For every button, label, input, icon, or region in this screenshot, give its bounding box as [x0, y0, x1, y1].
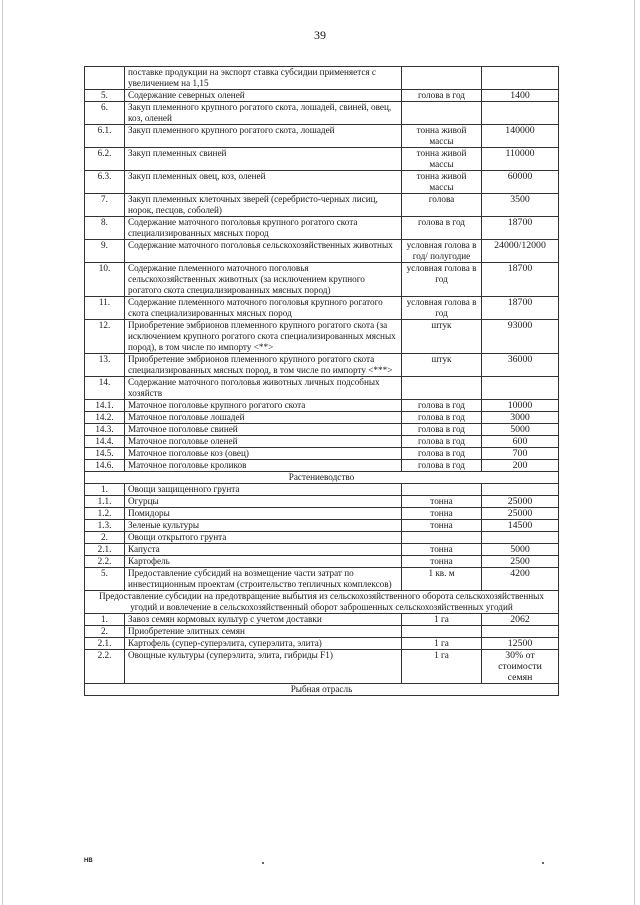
table-row: [85, 217, 559, 240]
row-rate: 200: [482, 460, 559, 472]
table-row: [85, 354, 559, 377]
table-row: [85, 448, 559, 460]
row-rate: 30% от стоимости семян: [482, 650, 559, 684]
row-rate: 25000: [482, 496, 559, 508]
row-name: Закуп племенного крупного рогатого скота, лошадей, свиней, овец, коз, оленей: [125, 102, 402, 125]
row-name: Содержание маточного поголовья сельскохозяйственных животных: [125, 240, 402, 263]
row-rate: 3000: [482, 412, 559, 424]
row-rate: 93000: [482, 320, 559, 354]
row-unit: голова в год: [402, 436, 482, 448]
row-unit: 1 га: [402, 614, 482, 626]
table-row: [85, 240, 559, 263]
row-number: 6.1.: [85, 125, 125, 148]
table-row: [85, 460, 559, 472]
subsidy-rates-table: [84, 66, 559, 696]
row-rate: 60000: [482, 171, 559, 194]
row-name: Закуп племенных клеточных зверей (серебристо-черных лисиц, норок, песцов, соболей): [125, 194, 402, 217]
row-unit: тонна: [402, 544, 482, 556]
row-rate: [482, 67, 559, 90]
row-number: 14.: [85, 377, 125, 400]
row-unit: голова в год: [402, 412, 482, 424]
page-number: 39: [314, 28, 326, 42]
row-number: 14.4.: [85, 436, 125, 448]
row-unit: условная голова в год: [402, 263, 482, 297]
row-unit: тонна живой массы: [402, 171, 482, 194]
row-name: Овощи открытого грунта: [125, 532, 402, 544]
table-row: [85, 377, 559, 400]
row-unit: тонна: [402, 496, 482, 508]
row-number: 6.: [85, 102, 125, 125]
section-row: [85, 684, 559, 696]
row-name: Приобретение элитных семян: [125, 626, 402, 638]
row-number: 1.3.: [85, 520, 125, 532]
row-name: Капуста: [125, 544, 402, 556]
table-row: [85, 508, 559, 520]
row-rate: 18700: [482, 297, 559, 320]
row-name: Зеленые культуры: [125, 520, 402, 532]
row-unit: [402, 626, 482, 638]
table-row: [85, 263, 559, 297]
table-row: [85, 520, 559, 532]
row-unit: [402, 484, 482, 496]
row-rate: 600: [482, 436, 559, 448]
row-number: 1.1.: [85, 496, 125, 508]
table-row: [85, 90, 559, 102]
table-row: [85, 102, 559, 125]
row-rate: 2062: [482, 614, 559, 626]
row-name: Содержание маточного поголовья животных личных подсобных хозяйств: [125, 377, 402, 400]
row-unit: голова в год: [402, 460, 482, 472]
row-number: 6.2.: [85, 148, 125, 171]
row-rate: 3500: [482, 194, 559, 217]
table-body: [85, 67, 559, 696]
row-rate: 18700: [482, 263, 559, 297]
note-row: [85, 591, 559, 614]
row-name: Завоз семян кормовых культур с учетом доставки: [125, 614, 402, 626]
row-unit: [402, 377, 482, 400]
row-name: Маточное поголовье коз (овец): [125, 448, 402, 460]
row-number: 2.2.: [85, 556, 125, 568]
table-row: [85, 424, 559, 436]
row-rate: [482, 532, 559, 544]
row-name: Овощи защищенного грунта: [125, 484, 402, 496]
row-unit: голова: [402, 194, 482, 217]
scan-edge-left: [2, 0, 3, 905]
table-row: [85, 400, 559, 412]
row-unit: условная голова в год: [402, 297, 482, 320]
row-name: Предоставление субсидий на возмещение части затрат по инвестиционным проектам (строительство тепличных комплексов): [125, 568, 402, 591]
row-number: 1.2.: [85, 508, 125, 520]
row-name: Закуп племенных овец, коз, оленей: [125, 171, 402, 194]
row-number: 14.2.: [85, 412, 125, 424]
row-rate: 12500: [482, 638, 559, 650]
row-name: Содержание северных оленей: [125, 90, 402, 102]
row-number: 14.1.: [85, 400, 125, 412]
row-rate: 36000: [482, 354, 559, 377]
row-rate: 700: [482, 448, 559, 460]
row-number: 2.1.: [85, 638, 125, 650]
scan-edge-right: [634, 0, 635, 905]
table-row: [85, 484, 559, 496]
row-number: 13.: [85, 354, 125, 377]
row-name: Картофель (супер-суперэлита, суперэлита, элита): [125, 638, 402, 650]
row-rate: 2500: [482, 556, 559, 568]
row-name: Маточное поголовье лошадей: [125, 412, 402, 424]
row-rate: [482, 102, 559, 125]
table-row: [85, 412, 559, 424]
row-unit: [402, 67, 482, 90]
row-number: 5.: [85, 90, 125, 102]
row-number: 10.: [85, 263, 125, 297]
row-unit: тонна живой массы: [402, 148, 482, 171]
table-row: [85, 638, 559, 650]
row-rate: 25000: [482, 508, 559, 520]
row-unit: штук: [402, 320, 482, 354]
row-rate: 110000: [482, 148, 559, 171]
row-rate: 1400: [482, 90, 559, 102]
row-name: Огурцы: [125, 496, 402, 508]
table-row: [85, 171, 559, 194]
row-number: 9.: [85, 240, 125, 263]
table-row: [85, 568, 559, 591]
scan-dot: [542, 862, 544, 864]
row-rate: 14500: [482, 520, 559, 532]
row-rate: [482, 377, 559, 400]
row-rate: [482, 484, 559, 496]
row-number: 2.1.: [85, 544, 125, 556]
row-unit: голова в год: [402, 90, 482, 102]
row-rate: 5000: [482, 544, 559, 556]
row-name: Маточное поголовье крупного рогатого скота: [125, 400, 402, 412]
row-name: Маточное поголовье свиней: [125, 424, 402, 436]
table-row: [85, 614, 559, 626]
row-unit: [402, 102, 482, 125]
table-row: [85, 650, 559, 684]
row-number: 2.2.: [85, 650, 125, 684]
section-heading: Рыбная отрасль: [85, 684, 559, 696]
row-number: 6.3.: [85, 171, 125, 194]
row-name: Маточное поголовье кроликов: [125, 460, 402, 472]
row-unit: 1 га: [402, 650, 482, 684]
table-row: [85, 125, 559, 148]
table-row: [85, 544, 559, 556]
row-unit: голова в год: [402, 217, 482, 240]
scan-dot: [262, 862, 264, 864]
row-number: 14.3.: [85, 424, 125, 436]
row-name: Приобретение эмбрионов племенного крупного рогатого скота специализированных мясных пород, в том числе по импорту <***>: [125, 354, 402, 377]
table-row: [85, 436, 559, 448]
row-name: Маточное поголовье оленей: [125, 436, 402, 448]
table-row: [85, 496, 559, 508]
table-row: [85, 148, 559, 171]
row-name: Овощные культуры (суперэлита, элита, гибриды F1): [125, 650, 402, 684]
row-rate: 18700: [482, 217, 559, 240]
row-rate: [482, 626, 559, 638]
row-rate: 24000/12000: [482, 240, 559, 263]
row-name: Картофель: [125, 556, 402, 568]
section-heading: Растениеводство: [85, 472, 559, 484]
row-number: 1.: [85, 614, 125, 626]
table-row: [85, 532, 559, 544]
row-unit: 1 кв. м: [402, 568, 482, 591]
table-row: [85, 297, 559, 320]
row-unit: [402, 532, 482, 544]
section-row: [85, 472, 559, 484]
row-name: Закуп племенного крупного рогатого скота, лошадей: [125, 125, 402, 148]
row-unit: голова в год: [402, 448, 482, 460]
row-number: 5.: [85, 568, 125, 591]
row-number: 7.: [85, 194, 125, 217]
row-unit: тонна: [402, 520, 482, 532]
row-unit: штук: [402, 354, 482, 377]
row-unit: условная голова в год/ полугодие: [402, 240, 482, 263]
row-name: Приобретение эмбрионов племенного крупного рогатого скота (за исключением крупного рогатого скота специализированных мясных пород), в том числе по импорту <**>: [125, 320, 402, 354]
table-row: [85, 320, 559, 354]
section-note: Предоставление субсидии на предотвращение выбытия из сельскохозяйственного оборота сельскохозяйственных угодий и вовлечение в сельскохозяйственный оборот заброшенных сельскохозяйственных угодий: [85, 591, 559, 614]
row-number: 2.: [85, 626, 125, 638]
row-number: 2.: [85, 532, 125, 544]
row-name: Содержание племенного маточного поголовья сельскохозяйственных животных (за исключением крупного рогатого скота специализированных мясных пород): [125, 263, 402, 297]
row-rate: 4200: [482, 568, 559, 591]
row-number: 14.5.: [85, 448, 125, 460]
table-row: [85, 194, 559, 217]
row-name: Содержание племенного маточного поголовья крупного рогатого скота специализированных мясных пород: [125, 297, 402, 320]
row-name: Помидоры: [125, 508, 402, 520]
row-number: 1.: [85, 484, 125, 496]
row-number: 12.: [85, 320, 125, 354]
row-number: 11.: [85, 297, 125, 320]
row-name: Содержание маточного поголовья крупного рогатого скота специализированных мясных пород: [125, 217, 402, 240]
row-rate: 10000: [482, 400, 559, 412]
row-name: Закуп племенных свиней: [125, 148, 402, 171]
row-rate: 5000: [482, 424, 559, 436]
row-unit: голова в год: [402, 400, 482, 412]
row-rate: 140000: [482, 125, 559, 148]
row-unit: голова в год: [402, 424, 482, 436]
row-number: [85, 67, 125, 90]
row-number: 8.: [85, 217, 125, 240]
row-name: поставке продукции на экспорт ставка субсидии применяется с увеличением на 1,15: [125, 67, 402, 90]
table-row: [85, 67, 559, 90]
row-unit: тонна живой массы: [402, 125, 482, 148]
table-row: [85, 626, 559, 638]
table-row: [85, 556, 559, 568]
row-unit: 1 га: [402, 638, 482, 650]
row-number: 14.6.: [85, 460, 125, 472]
row-unit: тонна: [402, 556, 482, 568]
row-unit: тонна: [402, 508, 482, 520]
footer-mark: НВ: [84, 858, 93, 864]
